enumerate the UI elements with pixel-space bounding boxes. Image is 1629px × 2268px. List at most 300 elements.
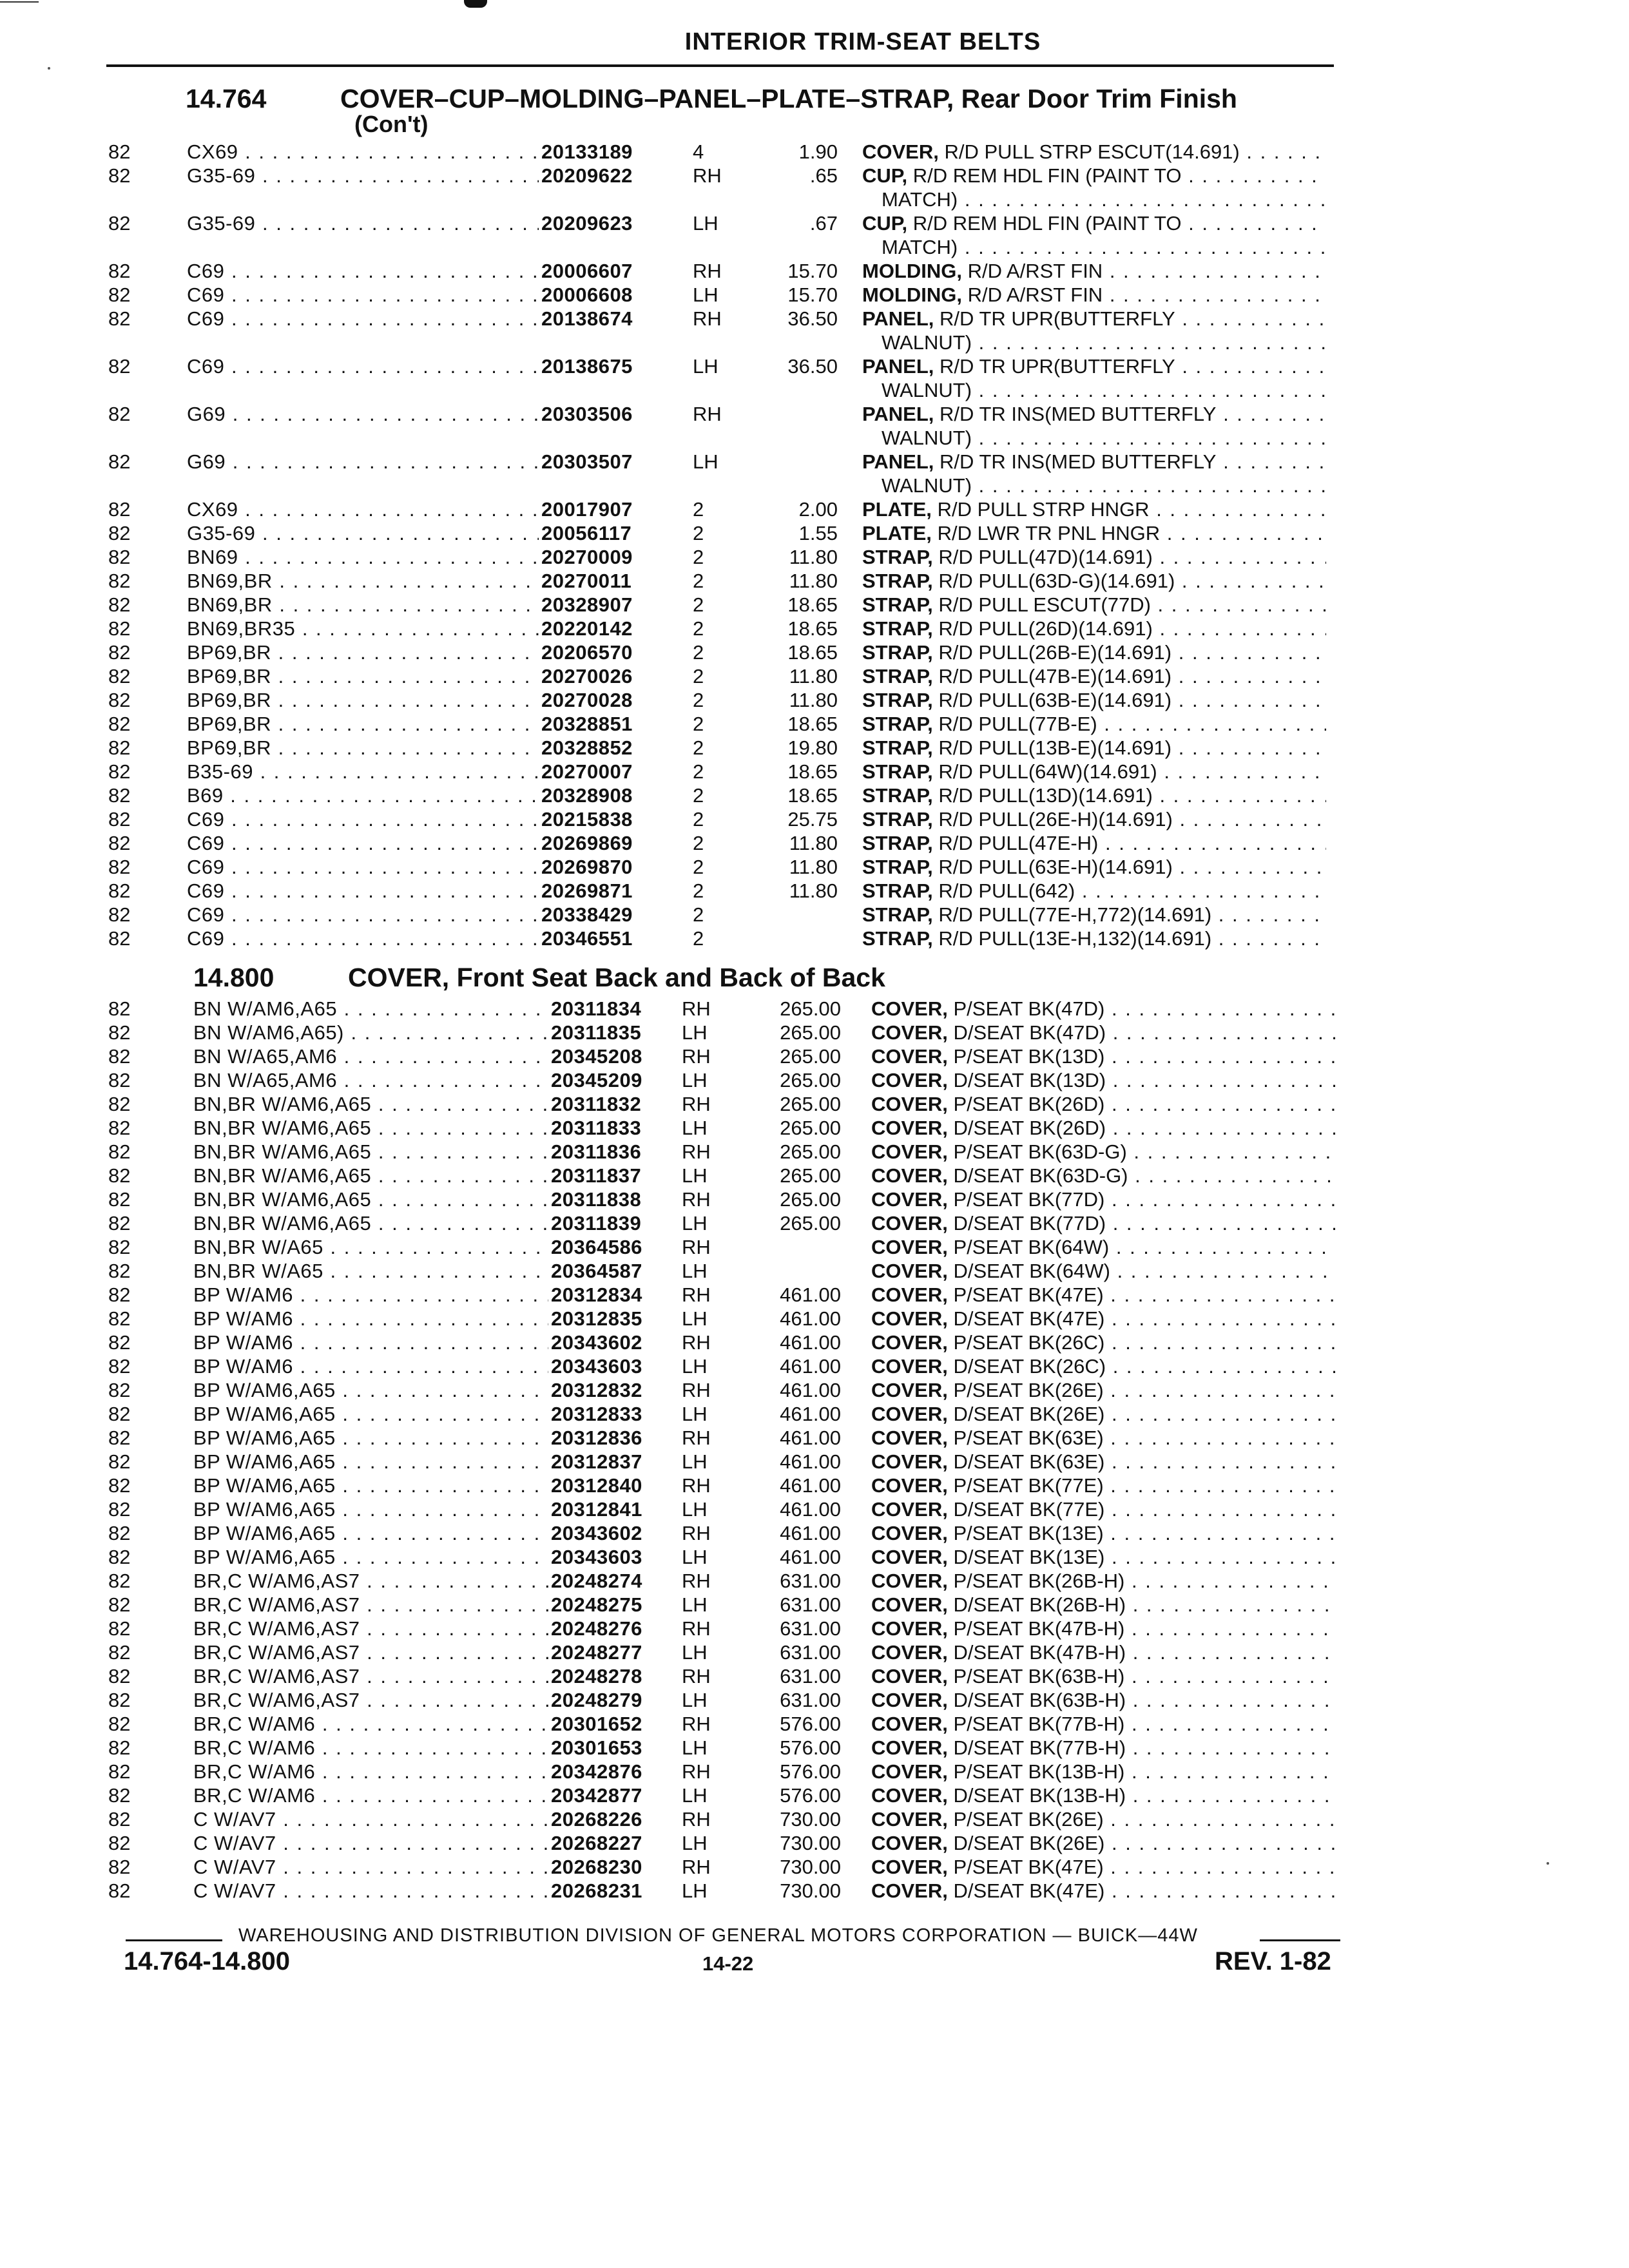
quantity-or-side: 2 [693,713,704,735]
quantity-or-side: LH [682,1784,708,1807]
model-year: 82 [108,1212,131,1235]
price: 18.65 [787,713,838,735]
part-number: 20312834 [548,1283,642,1307]
price: 18.65 [787,593,838,616]
table-row [0,1856,1629,1879]
model-year: 82 [108,1188,131,1211]
table-row [0,403,1629,449]
part-number: 20311837 [548,1164,641,1187]
table-row [0,665,1629,689]
part-name: COVER, [871,1593,948,1616]
table-row [0,570,1629,593]
model-year: 82 [108,593,131,616]
model-code: BN,BR W/AM6,A65 . . . [193,1164,551,1187]
model-code: BR,C W/AM6,AS7 . . . [193,1689,551,1712]
price: 265.00 [780,1069,841,1091]
part-description [862,665,1326,688]
part-number: 20312833 [548,1403,642,1426]
price: 11.80 [789,856,838,878]
model-code: C69 . . . [187,355,541,378]
model-code: BR,C W/AM6 . . . [193,1784,551,1807]
part-detail: R/D TR INS(MED BUTTERFLY [940,450,1217,473]
model-year: 82 [108,1856,131,1878]
part-description [871,1331,1335,1354]
model-year: 82 [108,1641,131,1664]
model-year: 82 [108,355,131,378]
part-number: 20270028 [539,689,633,712]
model-code: C69 . . . [187,832,541,855]
quantity-or-side: LH [682,1069,708,1091]
part-description [862,879,1326,903]
table-row [0,1069,1629,1093]
model-code: C69 . . . [187,856,541,879]
table-row [0,1665,1629,1689]
model-code: BP69,BR . . . [187,736,541,760]
part-detail: R/D PULL(63D-G)(14.691) [938,570,1175,592]
part-number: 20343603 [548,1546,642,1569]
price: 265.00 [780,1140,841,1163]
price: 265.00 [780,997,841,1020]
table-row [0,641,1629,665]
table-row [0,1212,1629,1236]
section-title: COVER–CUP–MOLDING–PANEL–PLATE–STRAP, Rear Door Trim Finish [340,84,1237,113]
part-description [862,307,1326,331]
table-row [0,1045,1629,1069]
part-detail: R/D PULL(26D)(14.691) [938,617,1153,640]
binding-mark [464,0,487,8]
quantity-or-side: LH [682,1117,708,1139]
part-description [862,927,1326,950]
model-year: 82 [108,1283,131,1306]
part-description [871,1450,1335,1474]
price: 461.00 [780,1283,841,1306]
table-row [0,1355,1629,1379]
quantity-or-side: LH [693,212,718,235]
quantity-or-side: 2 [693,498,704,521]
table-row [0,593,1629,617]
model-year: 82 [108,1045,131,1068]
model-code: G35-69 . . . [187,522,541,545]
part-name: COVER, [871,1570,948,1592]
part-name: COVER, [871,1140,948,1163]
scan-edge-line [0,1,39,3]
model-year: 82 [108,1164,131,1187]
part-detail: P/SEAT BK(26D) [953,1093,1105,1115]
quantity-or-side: LH [682,1546,708,1568]
quantity-or-side: RH [682,997,711,1020]
part-detail: D/SEAT BK(26B-H) [953,1593,1126,1616]
part-detail: P/SEAT BK(63E) [953,1427,1104,1449]
table-row [0,1236,1629,1260]
part-detail: R/D PULL(47D)(14.691) [938,546,1153,568]
model-year: 82 [108,997,131,1020]
model-year: 82 [108,1760,131,1783]
part-name: COVER, [871,1689,948,1711]
quantity-or-side: 2 [693,736,704,759]
table-row [0,1260,1629,1283]
part-description-continued: MATCH) . . . [882,188,1326,211]
part-name: PANEL, [862,403,934,425]
part-number: 20328907 [539,593,633,617]
price: 36.50 [787,355,838,378]
part-detail: D/SEAT BK(26E) [953,1832,1105,1854]
model-year: 82 [108,856,131,878]
model-code: BN W/A65,AM6 . . . [193,1069,551,1092]
model-code: BR,C W/AM6 . . . [193,1713,551,1736]
section-number: 14.764 [186,84,267,113]
model-year: 82 [108,1021,131,1044]
part-name: COVER, [871,1546,948,1568]
part-name: PANEL, [862,355,934,378]
part-description [862,355,1326,378]
table-row [0,1117,1629,1140]
part-detail: D/SEAT BK(63E) [953,1450,1105,1473]
part-number: 20312832 [548,1379,642,1402]
quantity-or-side: RH [682,1236,711,1258]
quantity-or-side: LH [682,1736,708,1759]
model-year: 82 [108,713,131,735]
price: 265.00 [780,1045,841,1068]
part-number: 20209622 [539,164,633,187]
part-description [871,1379,1335,1402]
table-row [0,832,1629,856]
table-row [0,546,1629,570]
part-detail: R/D PULL(47B-E)(14.691) [938,665,1172,687]
part-detail: R/D PULL STRP HNGR [937,498,1150,521]
part-name: CUP, [862,164,908,187]
part-number: 20006608 [539,284,633,307]
quantity-or-side: LH [693,284,718,306]
table-row [0,260,1629,284]
model-year: 82 [108,1522,131,1544]
quantity-or-side: 2 [693,641,704,664]
part-name: STRAP, [862,713,933,735]
part-number: 20343602 [548,1522,642,1545]
part-detail: P/SEAT BK(77D) [953,1188,1105,1211]
table-row [0,1140,1629,1164]
model-code: BN69,BR . . . [187,570,541,593]
part-name: COVER, [871,1307,948,1330]
part-number: 20328851 [539,713,633,736]
quantity-or-side: RH [682,1760,711,1783]
part-description [871,1140,1335,1164]
model-code: BN W/AM6,A65) . . . [193,1021,551,1044]
part-description [871,1522,1335,1545]
part-name: COVER, [871,1045,948,1068]
part-name: STRAP, [862,736,933,759]
model-year: 82 [108,1736,131,1759]
model-year: 82 [108,665,131,687]
model-code: G69 . . . [187,403,541,426]
part-number: 20342876 [548,1760,642,1783]
part-number: 20301653 [548,1736,642,1760]
part-detail: D/SEAT BK(26E) [953,1403,1105,1425]
part-detail: R/D REM HDL FIN (PAINT TO [912,164,1182,187]
part-description-continued: WALNUT) . . . [882,331,1326,354]
part-description [871,1617,1335,1640]
part-description [871,1427,1335,1450]
part-number: 20006607 [539,260,633,283]
part-number: 20364587 [548,1260,642,1283]
model-year: 82 [108,1093,131,1115]
price: 1.55 [798,522,838,544]
part-number: 20311838 [548,1188,641,1211]
model-year: 82 [108,1784,131,1807]
quantity-or-side: RH [682,1188,711,1211]
part-name: STRAP, [862,570,933,592]
part-name: COVER, [871,1236,948,1258]
part-description [871,1689,1335,1712]
part-number: 20056117 [539,522,631,545]
table-row [0,1570,1629,1593]
part-number: 20268231 [548,1879,642,1903]
model-year: 82 [108,1713,131,1735]
model-code: BP W/AM6,A65 . . . [193,1379,551,1402]
quantity-or-side: RH [682,1331,711,1354]
part-number: 20248278 [548,1665,642,1688]
table-row [0,1188,1629,1212]
part-name: COVER, [871,1403,948,1425]
quantity-or-side: LH [682,1260,708,1282]
table-row [0,1879,1629,1903]
model-code: BN,BR W/AM6,A65 . . . [193,1140,551,1164]
part-number: 20138675 [539,355,633,378]
price: 631.00 [780,1665,841,1687]
model-year: 82 [108,1593,131,1616]
part-number: 20364586 [548,1236,642,1259]
part-name: COVER, [871,1879,948,1902]
table-row [0,1832,1629,1856]
footer-rule-right [1260,1939,1340,1941]
model-code: C69 . . . [187,927,541,950]
quantity-or-side: LH [682,1832,708,1854]
model-code: CX69 . . . [187,140,541,164]
model-code: BN,BR W/AM6,A65 . . . [193,1093,551,1116]
part-description [862,260,1326,283]
part-name: STRAP, [862,760,933,783]
price: 15.70 [787,260,838,282]
model-code: C69 . . . [187,808,541,831]
part-number: 20248274 [548,1570,642,1593]
part-detail: R/D PULL(13B-E)(14.691) [938,736,1172,759]
part-detail: P/SEAT BK(63D-G) [953,1140,1127,1163]
table-row [0,450,1629,497]
part-name: COVER, [871,1021,948,1044]
model-year: 82 [108,1450,131,1473]
part-name: PANEL, [862,450,934,473]
table-row [0,736,1629,760]
model-code: BP W/AM6,A65 . . . [193,1522,551,1545]
part-detail: D/SEAT BK(26D) [953,1117,1106,1139]
part-name: COVER, [871,1117,948,1139]
part-number: 20303506 [539,403,633,426]
price: 11.80 [789,570,838,592]
model-year: 82 [108,284,131,306]
quantity-or-side: RH [682,1474,711,1497]
part-number: 20268227 [548,1832,642,1855]
part-detail: R/D PULL(77B-E) [938,713,1097,735]
model-code: BP W/AM6,A65 . . . [193,1403,551,1426]
part-name: STRAP, [862,808,933,831]
part-detail: D/SEAT BK(77B-H) [953,1736,1126,1759]
section-title: COVER, Front Seat Back and Back of Back [348,963,885,992]
part-number: 20248276 [548,1617,642,1640]
part-number: 20328852 [539,736,633,760]
model-year: 82 [108,784,131,807]
model-code: BR,C W/AM6,AS7 . . . [193,1641,551,1664]
part-number: 20311835 [548,1021,641,1044]
model-year: 82 [108,403,131,425]
part-description [871,1760,1335,1783]
model-year: 82 [108,641,131,664]
model-year: 82 [108,1379,131,1401]
price: 2.00 [798,498,838,521]
model-year: 82 [108,927,131,950]
quantity-or-side: 2 [693,570,704,592]
part-name: STRAP, [862,546,933,568]
part-description [871,1283,1335,1307]
part-description [871,1832,1335,1855]
quantity-or-side: RH [682,1856,711,1878]
price: 18.65 [787,784,838,807]
part-number: 20328908 [539,784,633,807]
section-number: 14.800 [193,963,275,992]
quantity-or-side: LH [682,1498,708,1521]
table-row [0,856,1629,879]
quantity-or-side: LH [682,1212,708,1235]
part-description [871,1069,1335,1092]
price: 19.80 [787,736,838,759]
part-detail: D/SEAT BK(26C) [953,1355,1106,1378]
quantity-or-side: RH [693,164,722,187]
part-description [871,1570,1335,1593]
part-detail: P/SEAT BK(26C) [953,1331,1105,1354]
part-detail: P/SEAT BK(13B-H) [953,1760,1125,1783]
part-name: STRAP, [862,665,933,687]
quantity-or-side: 2 [693,808,704,831]
part-description [862,570,1326,593]
model-code: C W/AV7 . . . [193,1879,551,1903]
table-row [0,164,1629,211]
part-detail: P/SEAT BK(47B-H) [953,1617,1125,1640]
model-year: 82 [108,1117,131,1139]
model-code: BN,BR W/AM6,A65 . . . [193,1212,551,1235]
part-detail: R/D PULL(642) [938,879,1075,902]
quantity-or-side: RH [682,1570,711,1592]
part-name: STRAP, [862,617,933,640]
part-name: CUP, [862,212,908,235]
part-number: 20311832 [548,1093,641,1116]
table-row [0,997,1629,1021]
table-row [0,522,1629,546]
price: 461.00 [780,1498,841,1521]
model-year: 82 [108,1570,131,1592]
model-year: 82 [108,1236,131,1258]
quantity-or-side: 2 [693,784,704,807]
part-description [871,1808,1335,1831]
part-number: 20345208 [548,1045,642,1068]
quantity-or-side: RH [682,1283,711,1306]
part-description [862,212,1326,235]
model-code: BP W/AM6 . . . [193,1307,551,1331]
header-rule [106,64,1334,67]
model-code: C69 . . . [187,307,541,331]
table-row [0,1546,1629,1570]
part-number: 20268226 [548,1808,642,1831]
part-description [862,403,1326,426]
price: 461.00 [780,1450,841,1473]
part-detail: P/SEAT BK(77E) [953,1474,1104,1497]
quantity-or-side: LH [682,1403,708,1425]
quantity-or-side: 2 [693,903,704,926]
part-description [862,856,1326,879]
model-code: BP W/AM6 . . . [193,1355,551,1378]
table-row [0,1498,1629,1522]
table-row [0,1593,1629,1617]
part-detail: D/SEAT BK(13D) [953,1069,1106,1091]
part-description [862,450,1326,474]
table-row [0,307,1629,354]
part-number: 20215838 [539,808,633,831]
table-row [0,1736,1629,1760]
part-name: COVER, [871,1498,948,1521]
part-detail: D/SEAT BK(64W) [953,1260,1110,1282]
part-name: COVER, [871,1736,948,1759]
part-name: COVER, [871,1427,948,1449]
model-year: 82 [108,1474,131,1497]
price: 11.80 [789,689,838,711]
part-number: 20338429 [539,903,633,927]
part-detail: P/SEAT BK(13E) [953,1522,1104,1544]
quantity-or-side: RH [682,1379,711,1401]
part-description [862,546,1326,569]
model-year: 82 [108,140,131,163]
model-year: 82 [108,570,131,592]
price: 265.00 [780,1164,841,1187]
model-code: BP69,BR . . . [187,689,541,712]
price: .67 [809,212,838,235]
price: 11.80 [789,879,838,902]
price: .65 [809,164,838,187]
part-detail: R/D PULL STRP ESCUT(14.691) [944,140,1240,163]
quantity-or-side: RH [693,307,722,330]
quantity-or-side: 2 [693,832,704,854]
part-description [862,903,1326,927]
part-number: 20342877 [548,1784,642,1807]
model-code: BN,BR W/AM6,A65 . . . [193,1117,551,1140]
quantity-or-side: 2 [693,879,704,902]
quantity-or-side: 2 [693,522,704,544]
part-name: COVER, [871,1188,948,1211]
part-name: STRAP, [862,832,933,854]
model-code: G35-69 . . . [187,212,541,235]
part-detail: R/D PULL(63E-H)(14.691) [938,856,1173,878]
table-row [0,1617,1629,1641]
price: 265.00 [780,1212,841,1235]
quantity-or-side: RH [682,1522,711,1544]
price: 18.65 [787,641,838,664]
part-name: COVER, [871,1069,948,1091]
model-year: 82 [108,450,131,473]
part-description [862,617,1326,640]
part-number: 20270026 [539,665,633,688]
model-code: BR,C W/AM6 . . . [193,1736,551,1760]
model-year: 82 [108,1808,131,1831]
table-row [0,760,1629,784]
part-number: 20133189 [539,140,633,164]
model-code: C W/AV7 . . . [193,1808,551,1831]
model-year: 82 [108,498,131,521]
